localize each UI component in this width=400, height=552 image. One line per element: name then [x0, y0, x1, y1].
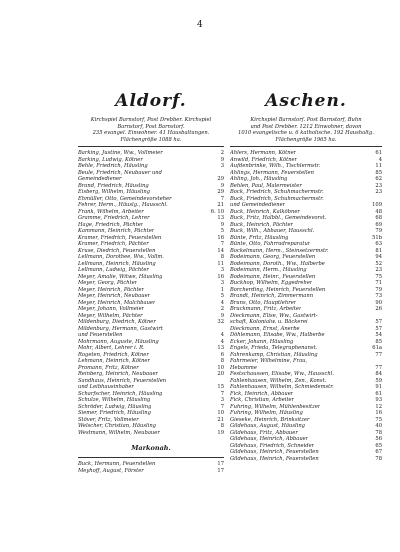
- entry-text: Gieseke, Heinrich, Brinksitzer: [230, 416, 310, 423]
- entry-house-number: 21: [217, 202, 224, 209]
- entry-text: Bünte, Fritz, Häusling: [230, 234, 289, 241]
- entry-text: Gildehaus, Friedrich, Schneider: [230, 442, 315, 449]
- entry-house-number: 4: [220, 332, 224, 339]
- entry-house-number: 94: [375, 254, 382, 261]
- entry-house-number: 63: [375, 241, 382, 248]
- divider: [230, 146, 382, 147]
- entry-row: [78, 430, 224, 437]
- entry-house-number: 16: [375, 410, 382, 417]
- entry-house-number: 12: [375, 403, 382, 410]
- description-line: Flächengröße 1088 ha.: [120, 136, 182, 143]
- entry-house-number: 109: [372, 202, 382, 209]
- entry-house-number: 4: [220, 299, 224, 306]
- entry-text: Meyer, Wilhelm, Pächter: [78, 312, 143, 319]
- entry-text: Sandhaus, Heinrich, Feuerstellen: [78, 377, 167, 384]
- entry-text: Stöver, Fritz, Vollmeier: [78, 416, 139, 423]
- entry-house-number: 7: [220, 241, 224, 248]
- entry-house-number: 9: [220, 312, 224, 319]
- entry-house-number: 73: [375, 293, 382, 300]
- entry-house-number: 85: [375, 169, 382, 176]
- description-line: Kirchspiel Barnstorf. Post Barnstorf, Buhn: [250, 117, 362, 123]
- entry-house-number: 7: [220, 403, 224, 410]
- entry-text: Fahrmeier, Wilhelmine, Frau,: [230, 358, 308, 365]
- page-number: 4: [197, 20, 203, 30]
- entry-house-number: 51b: [372, 234, 382, 241]
- entry-house-number: 11: [375, 163, 382, 170]
- entry-house-number: 62: [375, 176, 382, 183]
- entry-text: Mildenburg, Hermann, Gastwirt: [78, 325, 163, 332]
- entry-text: Dieckmann, Ernst, Anerbe: [230, 325, 300, 332]
- entry-text: Aufdenbrinke, Wilh., Tischlermstr.: [230, 163, 321, 170]
- entry-text: Fahlenhausen, Wilhelm, Schmiedemstr.: [230, 384, 334, 391]
- entry-house-number: 77: [375, 351, 382, 358]
- entry-text: Anwild, Friedrich, Kötner: [230, 156, 298, 163]
- entry-house-number: 56: [375, 436, 382, 443]
- entry-house-number: 16: [217, 273, 224, 280]
- entry-house-number: 69: [375, 221, 382, 228]
- entry-house-number: 54: [375, 332, 382, 339]
- entry-text: Bodeimann, Doroth., Ww., Halberbe: [230, 260, 325, 267]
- entry-house-number: 21: [217, 416, 224, 423]
- divider: [78, 457, 224, 458]
- entry-text: Brandt, Heinrich, Zimmermann: [230, 293, 314, 300]
- entry-house-number: 4: [378, 156, 382, 163]
- description-line: 1010 evangelische u. 6 katholische. 192 Haushaltg.: [238, 130, 374, 137]
- place-description: [230, 117, 382, 143]
- entry-text: Gildehaus, Fritz, Abbauer: [230, 429, 298, 436]
- entry-text: Fahrenkamp, Christian, Häusling: [230, 351, 318, 358]
- entry-text: Gildehaus, Heinrich, Abbauer: [230, 436, 309, 443]
- entry-row: [230, 456, 382, 463]
- entry-house-number: 91: [375, 384, 382, 391]
- entry-text: Eisberg, Wilhelm, Häusling: [78, 189, 151, 196]
- entry-house-number: 19: [217, 429, 224, 436]
- entry-text: Fick, Christian, Arbeiter: [230, 397, 295, 404]
- entry-text: Dieckmann, Elise, Ww., Gastwirt-: [230, 312, 318, 319]
- description-line: Flächengröße 1965 ha.: [275, 136, 337, 143]
- entry-house-number: 71: [375, 280, 382, 287]
- entry-house-number: 8: [220, 423, 224, 430]
- resident-list: [78, 150, 224, 436]
- column-aschen: [230, 86, 382, 462]
- entry-house-number: 48: [375, 208, 382, 215]
- resident-list: [230, 150, 382, 462]
- entry-text: Ecker, Johann, Häusling: [230, 338, 294, 345]
- entry-text: Schulze, Wilhelm, Häusling: [78, 397, 151, 404]
- entry-house-number: 11: [217, 260, 224, 267]
- entry-house-number: 14: [217, 247, 224, 254]
- entry-text: Barking, Ludwig, Kötner: [78, 156, 143, 163]
- description-line: Kirchspiel Barnstorf, Post Drebber. Kirchspiel Barnstorf, Post Barnstorf.: [90, 117, 212, 130]
- entry-text: Meyer, Heinrich, Pächter: [78, 286, 145, 293]
- entry-house-number: 29: [217, 189, 224, 196]
- entry-house-number: 6. 10: [210, 208, 224, 215]
- entry-text: Kramer, Friedrich, Pächter: [78, 241, 149, 248]
- entry-text: Engels, Frieda, Telegraphenanst.: [230, 345, 318, 352]
- entry-text: Buck, Heinrich, Kalköbner: [230, 208, 300, 215]
- entry-text: Hage, Friedrich, Pächter: [78, 221, 144, 228]
- entry-house-number: 9: [220, 156, 224, 163]
- entry-house-number: 2: [220, 306, 224, 313]
- entry-house-number: 75: [375, 273, 382, 280]
- entry-text: Borcherding, Heinrich, Feuerstellen: [230, 286, 326, 293]
- entry-text: Buck, Heinrich, Pächter: [230, 221, 294, 228]
- entry-text: Welscher, Christian, Häusling: [78, 423, 157, 430]
- entry-house-number: 23: [375, 267, 382, 274]
- entry-text: Döhlemann, Elisabe, Ww., Halberbe: [230, 332, 325, 339]
- entry-text: Buck, Friedrich, Schuhmachermstr.: [230, 195, 324, 202]
- entry-text: Ahling, Joh., Häusling: [230, 176, 288, 183]
- entry-house-number: 61a: [372, 345, 382, 352]
- entry-house-number: 2: [220, 150, 224, 157]
- entry-text: Mohr, Albert, Lehrer i. R.: [78, 345, 145, 352]
- entry-house-number: 23: [375, 189, 382, 196]
- entry-text: schaft, Kolonialw. u. Bäckerei: [230, 319, 308, 326]
- place-title: Aschen.: [265, 91, 347, 111]
- entry-house-number: 13: [217, 345, 224, 352]
- entry-text: Schröder, Ludwig, Häusling: [78, 403, 152, 410]
- entry-text: Buckhop, Wilhelm, Eggedreher: [230, 280, 313, 287]
- entry-text: Buck, Fritz, Halbbl., Gemeindevorst.: [230, 215, 327, 222]
- entry-text: Kramer, Friedrich, Feuerstellen: [78, 234, 162, 241]
- entry-house-number: 13: [217, 215, 224, 222]
- entry-house-number: 59: [375, 377, 382, 384]
- entry-house-number: 40: [375, 423, 382, 430]
- place-title: Aldorf.: [115, 91, 187, 111]
- entry-house-number: 10: [217, 410, 224, 417]
- entry-text: Reinberg, Heinrich, Neubauer: [78, 371, 158, 378]
- entry-house-number: 26: [375, 306, 382, 313]
- entry-text: Hebamme: [230, 364, 257, 371]
- entry-house-number: 90: [375, 299, 382, 306]
- entry-text: Behlen, Paul, Malermeister: [230, 182, 302, 189]
- entry-text: Gildehaus, August, Häusling: [230, 423, 305, 430]
- entry-text: Buck, Wilh., Abbauer, Hausschl.: [230, 228, 315, 235]
- entry-text: Meyer, Amalie, Witwe, Häusling: [78, 273, 163, 280]
- entry-text: Gildehaus, Heinrich, Feuerstellen: [230, 455, 319, 462]
- entry-text: Bockelmann, Herm., Steinsetzermstr.: [230, 247, 329, 254]
- entry-house-number: 10: [217, 364, 224, 371]
- entry-house-number: 67: [375, 449, 382, 456]
- entry-house-number: 77: [375, 364, 382, 371]
- entry-house-number: 4: [220, 338, 224, 345]
- entry-text: Promann, Fritz, Kötner: [78, 364, 139, 371]
- entry-house-number: 16: [217, 234, 224, 241]
- entry-house-number: 5: [220, 293, 224, 300]
- entry-text: Brand, Friedrich, Häusling: [78, 182, 149, 189]
- entry-house-number: 78: [375, 429, 382, 436]
- entry-text: Scharfscher, Heinrich, Häusling: [78, 390, 163, 397]
- entry-text: Fuhring, Wilhelm, Mühlenbesitzer: [230, 403, 321, 410]
- entry-house-number: 8: [220, 254, 224, 261]
- entry-text: Bruns, Otto, Hauptlehrer: [230, 299, 297, 306]
- entry-house-number: 7: [220, 195, 224, 202]
- entry-house-number: 61: [375, 150, 382, 157]
- entry-text: Gildehaus, Heinrich, Feuerstellen: [230, 449, 319, 456]
- entry-text: Lellmann, Dorothee, Ww., Vollm.: [78, 254, 164, 261]
- entry-house-number: 79: [375, 286, 382, 293]
- entry-text: Behle, Friedrich, Häusling: [78, 163, 148, 170]
- entry-text: Fick, Heinrich, Abbauer: [230, 390, 294, 397]
- entry-house-number: 1: [220, 286, 224, 293]
- entry-text: Festschaussen, Elisabe, Ww., Hausschl.: [230, 371, 334, 378]
- place-description: [78, 117, 224, 143]
- entry-house-number: 3: [220, 163, 224, 170]
- entry-text: Gramme, Friedrich, Lehrer: [78, 215, 150, 222]
- entry-text: Mildenburg, Diedrich, Kötner: [78, 319, 156, 326]
- entry-text: Meyer, Heinrich, Neubauer: [78, 293, 151, 300]
- entry-text: Gemeindediener: [78, 176, 122, 183]
- entry-text: Meyer, Heinrich, Malchbauer: [78, 299, 156, 306]
- description-line: 235 evangel. Einwohner. 41 Hausbaltungen.: [92, 130, 210, 137]
- entry-house-number: 75: [375, 416, 382, 423]
- entry-text: Ahlings, Hermann, Feuerstellen: [230, 169, 314, 176]
- entry-house-number: 6: [220, 351, 224, 358]
- entry-house-number: 57: [375, 319, 382, 326]
- entry-house-number: 17: [217, 461, 224, 468]
- entry-text: Bodeimann, Georg, Feuerstellen: [230, 254, 316, 261]
- entry-house-number: 8: [220, 358, 224, 365]
- divider: [78, 146, 224, 147]
- entry-house-number: 3: [220, 397, 224, 404]
- entry-text: Kammann, Heinrich, Pächter: [78, 228, 155, 235]
- entry-text: Kruse, Diedrich, Feuerstellen: [78, 247, 156, 254]
- entry-house-number: 3: [220, 280, 224, 287]
- entry-house-number: 84: [375, 371, 382, 378]
- entry-text: Beule, Friedrich, Neubauer und: [78, 169, 162, 176]
- entry-text: und Gemeindediener: [230, 202, 286, 209]
- entry-house-number: 17: [217, 467, 224, 474]
- entry-house-number: 7: [220, 390, 224, 397]
- subsection-title: Markonah.: [131, 444, 171, 453]
- entry-text: Bock, Friedrich, Schuhmachermstr.: [230, 189, 324, 196]
- entry-house-number: 68: [375, 215, 382, 222]
- entry-house-number: 9: [220, 182, 224, 189]
- entry-text: Bodeimann, Herm., Häusling: [230, 267, 307, 274]
- entry-house-number: 61: [375, 390, 382, 397]
- entry-row: [78, 468, 224, 475]
- entry-house-number: 57: [375, 325, 382, 332]
- entry-text: Rogeten, Friedrich, Kötner: [78, 351, 149, 358]
- entry-text: Mohrmann, Auguste, Häusling: [78, 338, 159, 345]
- description-line: und Post Drebber. 1212 Einwohner, davon: [250, 123, 362, 130]
- entry-house-number: 78: [375, 455, 382, 462]
- entry-text: Bünte, Otto, Fahrradreparatur: [230, 241, 311, 248]
- subsection-resident-list: [78, 461, 224, 474]
- entry-text: Ahlers, Hermann, Kötner: [230, 150, 297, 157]
- entry-house-number: 29: [217, 176, 224, 183]
- entry-text: Frank, Wilhelm, Arbeiter: [78, 208, 144, 215]
- entry-house-number: 23: [375, 182, 382, 189]
- entry-text: Fehrer, Herm., Häuslg., Hausschl.: [78, 202, 168, 209]
- entry-text: Lehmann, Heinrich, Kötner: [78, 358, 150, 365]
- entry-house-number: 5: [220, 228, 224, 235]
- entry-text: Fuhring, Wilhelm, Häusling: [230, 410, 303, 417]
- entry-house-number: 15: [217, 384, 224, 391]
- entry-text: Westmann, Wilhelm, Neubauer: [78, 429, 160, 436]
- entry-text: Barking, Justine, Ww., Vollmeier: [78, 150, 163, 157]
- entry-house-number: 20: [217, 371, 224, 378]
- entry-house-number: 93: [375, 397, 382, 404]
- entry-house-number: 32: [217, 319, 224, 326]
- entry-text: Meyer, Georg, Pächter: [78, 280, 138, 287]
- entry-house-number: 81: [375, 247, 382, 254]
- entry-text: Meyer, Johann, Vollmeier: [78, 306, 145, 313]
- entry-house-number: 52: [375, 260, 382, 267]
- entry-text: Bruckmann, Fritz, Arbeiter: [230, 306, 302, 313]
- entry-text: und Feuerstellen: [78, 332, 123, 339]
- entry-text: und Leibhausinhaber: [78, 384, 134, 391]
- entry-text: Buck, Hermann, Feuerstellen: [78, 461, 156, 468]
- entry-house-number: 3: [220, 267, 224, 274]
- entry-house-number: 85: [375, 338, 382, 345]
- entry-text: Ehmüller, Otto, Gemeindevorsteher: [78, 195, 172, 202]
- entry-text: Lellmann, Heinrich, Häusling: [78, 260, 156, 267]
- entry-text: Meyhoff, August, Förster: [78, 467, 144, 474]
- entry-text: Fahlenhausen, Wilhelm, Zen., Konst.: [230, 377, 327, 384]
- entry-text: Siemer, Friedrich, Häusling: [78, 410, 151, 417]
- entry-house-number: 9: [220, 221, 224, 228]
- column-aldorf: [78, 86, 224, 474]
- entry-house-number: 65: [375, 442, 382, 449]
- entry-house-number: 79: [375, 228, 382, 235]
- entry-text: Bodeimann, Heinr., Feuerstellen: [230, 273, 316, 280]
- entry-text: Lellmann, Ludwig, Pächter: [78, 267, 149, 274]
